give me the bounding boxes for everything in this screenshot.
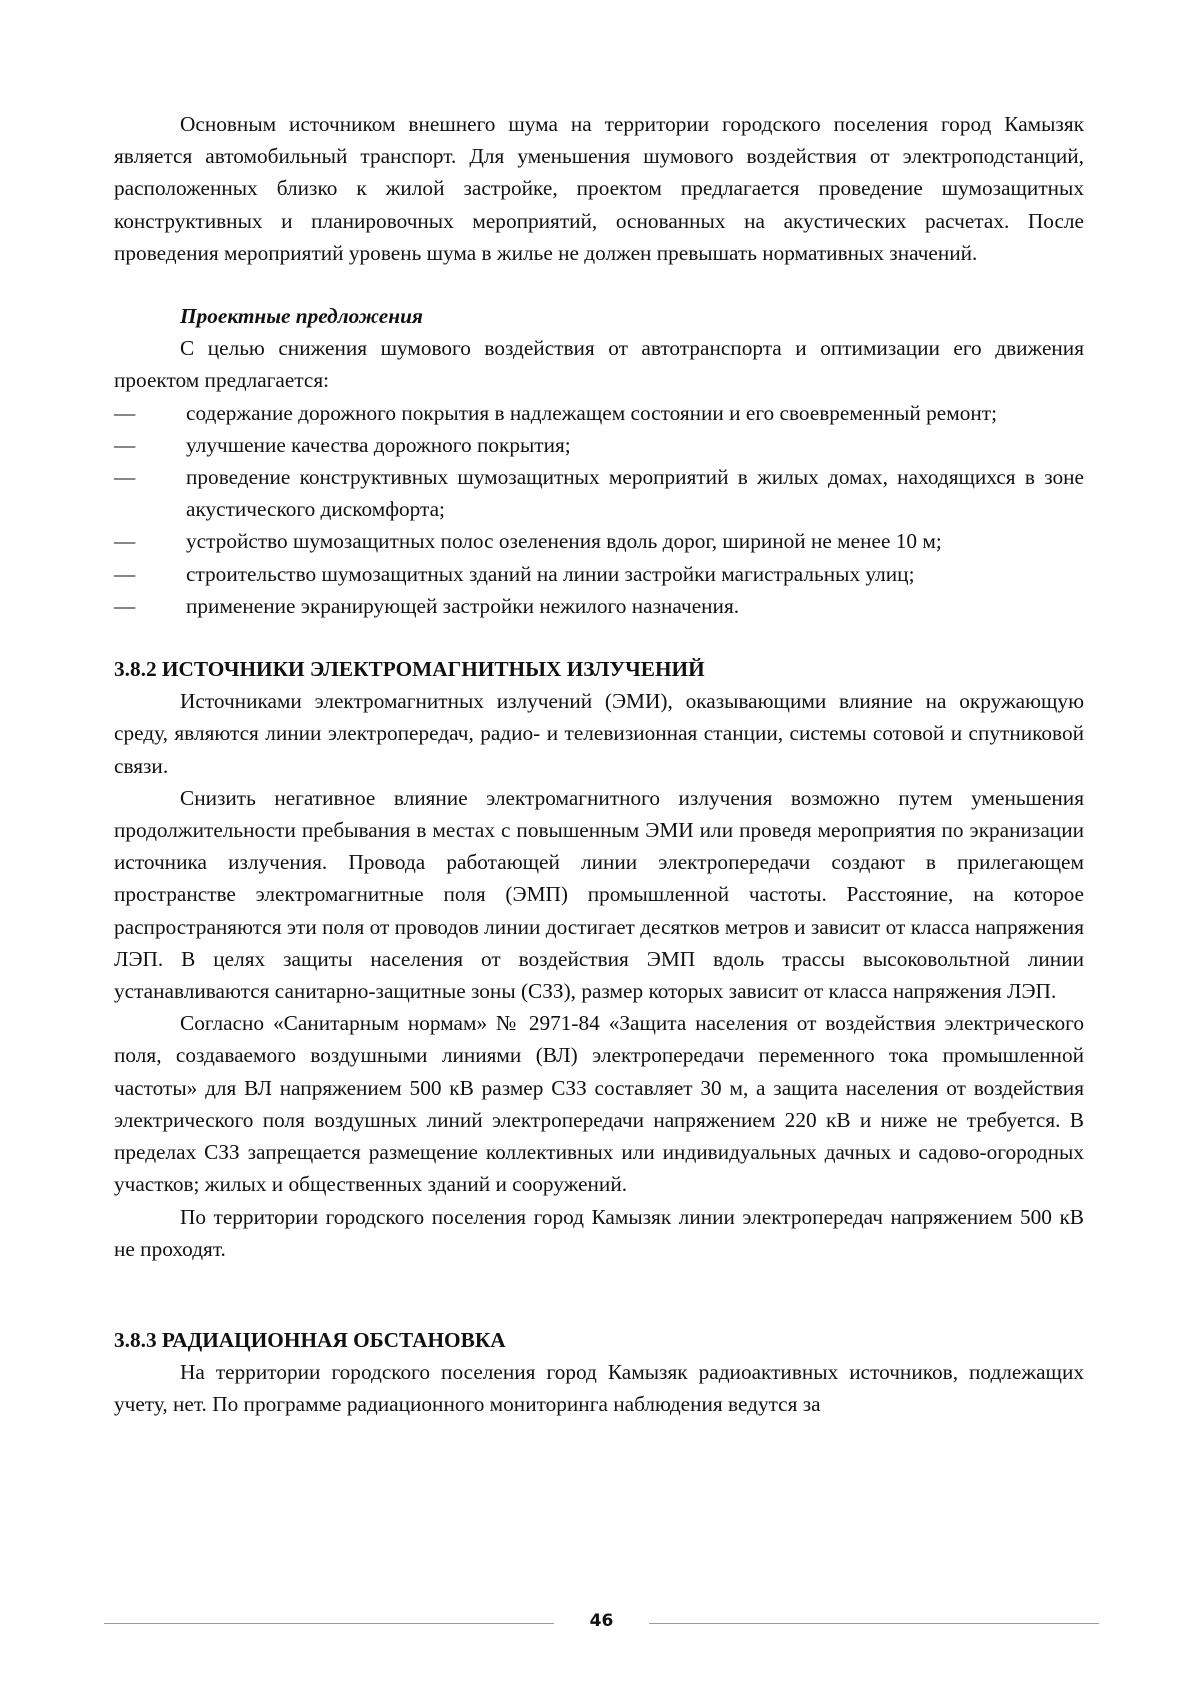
list-item-text: строительство шумозащитных зданий на линии застройки магистральных улиц; xyxy=(186,561,915,586)
list-item-text: применение экранирующей застройки нежилого назначения. xyxy=(186,593,740,618)
proposals-list xyxy=(114,397,1084,622)
dash-marker: — xyxy=(114,400,136,425)
intro-paragraph: Основным источником внешнего шума на территории городского поселения город Камызяк является автомобильный транспорт. Для уменьшения шумового воздействия от электроподстанций, расположенных близко к жилой застройке, проектом предлагается проведение шумозащитных конструктивных и планировочных мероприятий, основанных на акустических расчетах. После проведения мероприятий уровень шума в жилье не должен превышать нормативных значений. xyxy=(114,112,1084,265)
section-heading-383: 3.8.3 РАДИАЦИОННАЯ ОБСТАНОВКА xyxy=(114,1327,506,1352)
section-382-paragraph: Снизить негативное влияние электромагнитного излучения возможно путем уменьшения продолжительности пребывания в местах с повышенным ЭМИ или проведя мероприятия по экранизации источника излучения. Провода работающей линии электропередачи создают в прилегающем пространстве электромагнитные поля (ЭМП) промышленной частоты. Расстояние, на которое распространяются эти поля от проводов линии достигает десятков метров и зависит от класса напряжения ЛЭП. В целях защиты населения от воздействия ЭМП вдоль трассы высоковольтной линии устанавливаются санитарно-защитные зоны (СЗЗ), размер которых зависит от класса напряжения ЛЭП. xyxy=(114,785,1084,1004)
page-number: 46 xyxy=(589,1611,614,1631)
proposals-subheading: Проектные предложения xyxy=(180,304,423,329)
footer-rule-right xyxy=(649,1623,1099,1624)
dash-marker: — xyxy=(114,561,136,586)
section-382-paragraph: Согласно «Санитарным нормам» № 2971-84 «Защита населения от воздействия электрического поля, создаваемого воздушными линиями (ВЛ) электропередачи переменного тока промышленной частоты» для ВЛ напряжением 500 кВ размер СЗЗ составляет 30 м, а защита населения от воздействия электрического поля воздушных линий электропередачи напряжением 220 кВ и ниже не требуется. В пределах СЗЗ запрещается размещение коллективных или индивидуальных дачных и садово-огородных участков; жилых и общественных зданий и сооружений. xyxy=(114,1011,1084,1197)
list-item xyxy=(114,590,1084,622)
dash-marker: — xyxy=(114,432,136,457)
list-item xyxy=(114,558,1084,590)
dash-marker: — xyxy=(114,465,136,490)
list-item-text: содержание дорожного покрытия в надлежащем состоянии и его своевременный ремонт; xyxy=(186,400,997,425)
list-item xyxy=(114,525,1084,557)
list-item xyxy=(114,429,1084,461)
section-382-paragraph: Источниками электромагнитных излучений (ЭМИ), оказывающими влияние на окружающую среду, являются линии электропередач, радио- и телевизионная станции, системы сотовой и спутниковой связи. xyxy=(114,689,1084,778)
dash-marker: — xyxy=(114,593,136,618)
list-item-text: улучшение качества дорожного покрытия; xyxy=(186,432,571,457)
section-383-paragraph: На территории городского поселения город Камызяк радиоактивных источников, подлежащих учету, нет. По программе радиационного мониторинга наблюдения ведутся за xyxy=(114,1360,1084,1417)
document-page xyxy=(114,108,1084,1421)
dash-marker: — xyxy=(114,529,136,554)
list-item-text: проведение конструктивных шумозащитных мероприятий в жилых домах, находящихся в зоне акустического дискомфорта; xyxy=(186,465,1084,522)
section-heading-382: 3.8.2 ИСТОЧНИКИ ЭЛЕКТРОМАГНИТНЫХ ИЗЛУЧЕНИЙ xyxy=(114,657,705,682)
section-382-paragraph: По территории городского поселения город Камызяк линии электропередач напряжением 500 кВ не проходят. xyxy=(114,1204,1084,1261)
list-item-text: устройство шумозащитных полос озеленения вдоль дорог, шириной не менее 10 м; xyxy=(186,529,942,554)
list-item xyxy=(114,461,1084,525)
list-item xyxy=(114,397,1084,429)
footer-rule-left xyxy=(104,1623,554,1624)
page-footer xyxy=(104,1606,1099,1636)
proposals-lead: С целью снижения шумового воздействия от автотранспорта и оптимизации его движения проектом предлагается: xyxy=(114,336,1084,393)
